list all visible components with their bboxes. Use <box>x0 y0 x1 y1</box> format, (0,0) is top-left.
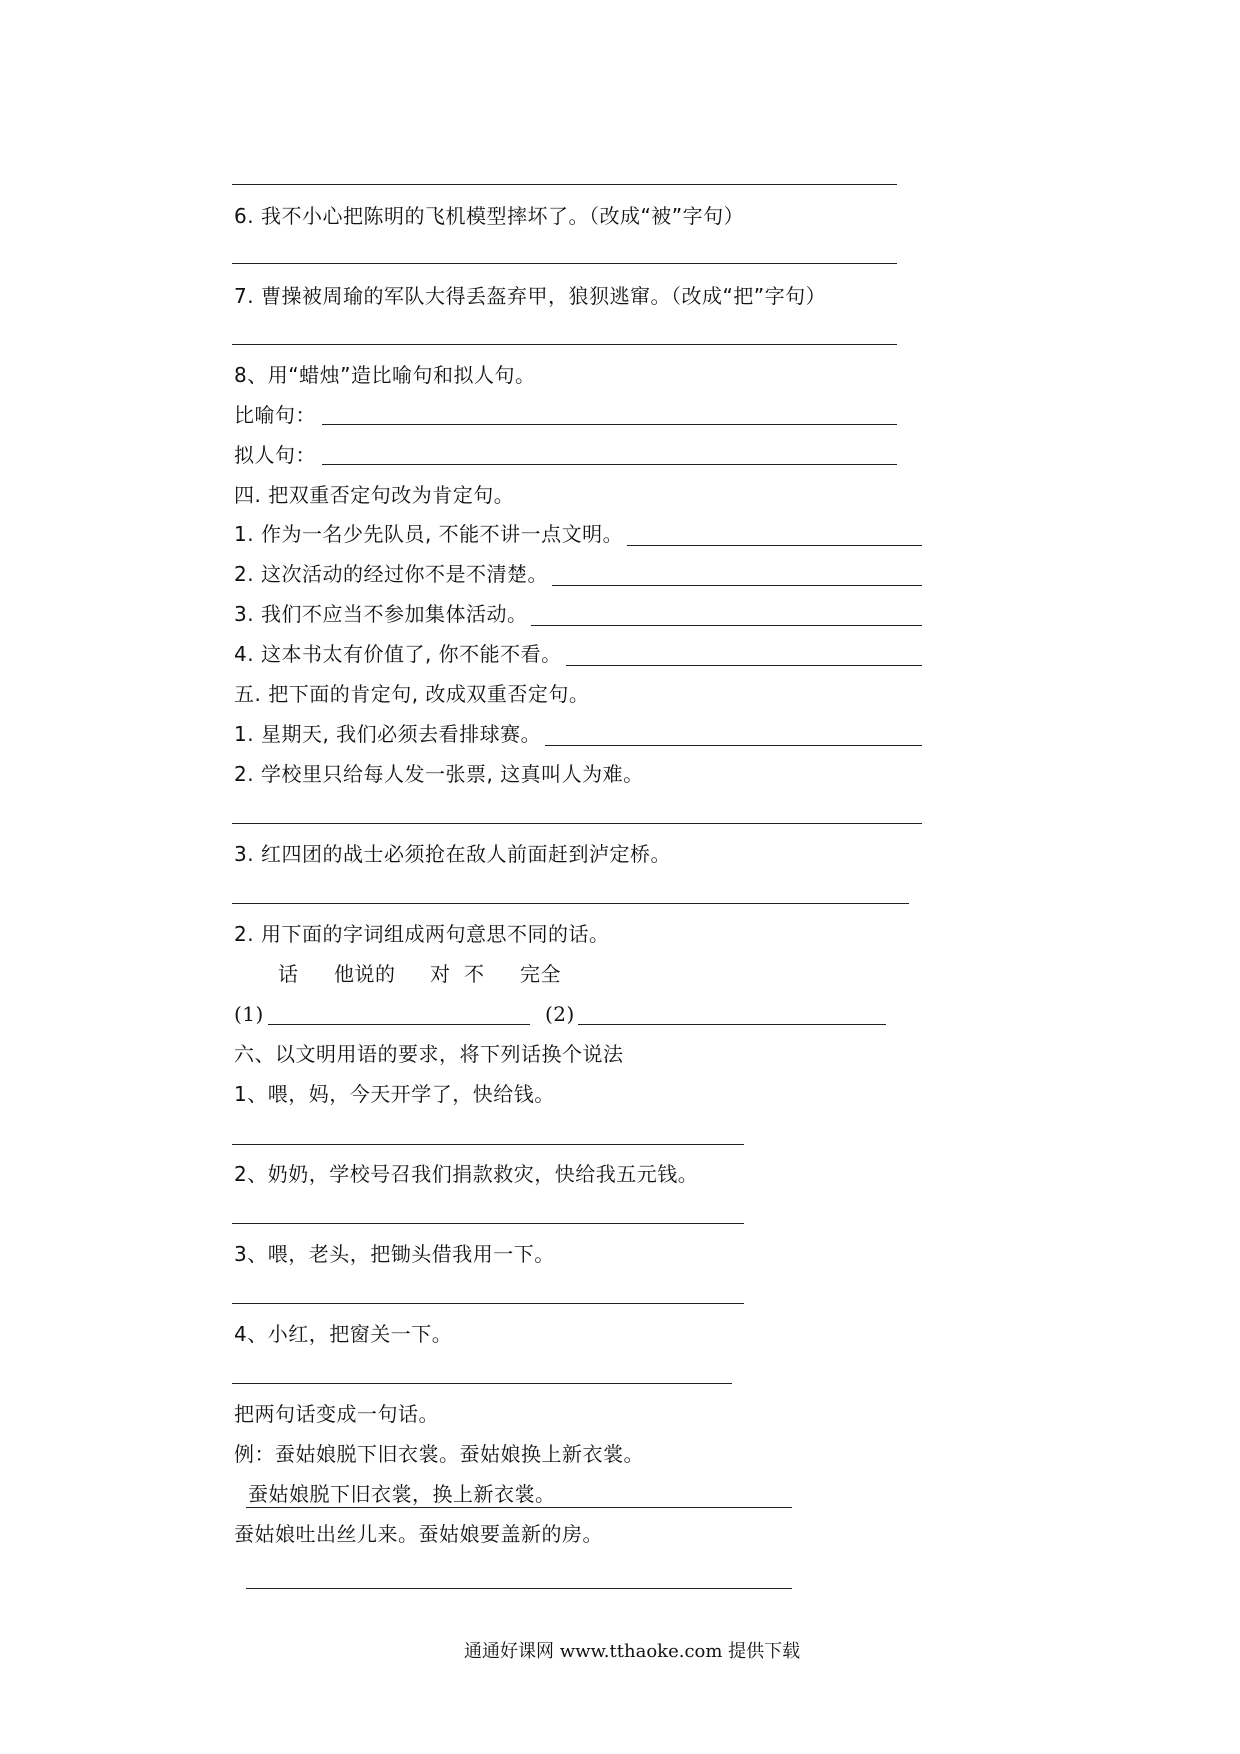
section5-title: 五. 把下面的肯定句, 改成双重否定句。 <box>234 682 590 706</box>
word: 对 <box>430 962 451 986</box>
answer-line <box>232 1303 744 1304</box>
section4-item-text: 1. 作为一名少先队员, 不能不讲一点文明。 <box>234 522 624 546</box>
combine-question: 蚕姑娘吐出丝儿来。蚕姑娘要盖新的房。 <box>234 1522 603 1546</box>
example-answer-line <box>246 1507 792 1508</box>
answer-line <box>232 1223 744 1224</box>
section4-item <box>234 522 922 546</box>
section4-title: 四. 把双重否定句改为肯定句。 <box>234 483 515 507</box>
blank-1-line <box>268 1024 530 1025</box>
answer-line <box>232 823 922 824</box>
answer-line-7 <box>232 344 897 345</box>
combine-title: 把两句话变成一句话。 <box>234 1402 439 1426</box>
word: 他说的 <box>334 962 396 986</box>
words-task-title: 2. 用下面的字词组成两句意思不同的话。 <box>234 922 610 946</box>
combine-example: 例：蚕姑娘脱下旧衣裳。蚕姑娘换上新衣裳。 <box>234 1442 644 1466</box>
question-8: 8、用“蜡烛”造比喻句和拟人句。 <box>234 363 536 387</box>
answer-line <box>246 1588 792 1589</box>
simile-label: 比喻句： <box>234 403 316 427</box>
section5-item: 3. 红四团的战士必须抢在敌人前面赶到泸定桥。 <box>234 842 671 866</box>
blank-2-label: (2) <box>545 1002 575 1026</box>
section4-item <box>234 602 922 626</box>
section5-item <box>234 722 922 746</box>
answer-line <box>232 903 909 904</box>
answer-line <box>232 1144 744 1145</box>
blank-2-line <box>578 1024 886 1025</box>
answer-line <box>232 184 897 185</box>
combine-example-answer: 蚕姑娘脱下旧衣裳，换上新衣裳。 <box>248 1482 556 1506</box>
section6-item: 2、奶奶，学校号召我们捐款救灾，快给我五元钱。 <box>234 1162 699 1186</box>
simile-answer-line <box>322 424 897 425</box>
personify-answer-line <box>322 464 897 465</box>
answer-line-6 <box>232 263 897 264</box>
answer-line <box>232 1383 732 1384</box>
section4-item <box>234 642 922 666</box>
word: 不 <box>464 962 485 986</box>
section4-item-text: 2. 这次活动的经过你不是不清楚。 <box>234 562 548 586</box>
question-7: 7. 曹操被周瑜的军队大得丢盔弃甲，狼狈逃窜。（改成“把”字句） <box>234 284 827 308</box>
footer-text: 通通好课网 www.tthaoke.com 提供下载 <box>464 1641 801 1662</box>
section5-item-text: 1. 星期天, 我们必须去看排球赛。 <box>234 722 542 746</box>
word: 完全 <box>520 962 561 986</box>
section4-item-text: 4. 这本书太有价值了, 你不能不看。 <box>234 642 562 666</box>
section4-item <box>234 562 922 586</box>
section6-item: 1、喂，妈，今天开学了，快给钱。 <box>234 1082 555 1106</box>
section5-item: 2. 学校里只给每人发一张票, 这真叫人为难。 <box>234 762 644 786</box>
personify-label: 拟人句： <box>234 443 316 467</box>
section6-item: 4、小红，把窗关一下。 <box>234 1322 453 1346</box>
word: 话 <box>278 962 299 986</box>
section6-title: 六、以文明用语的要求，将下列话换个说法 <box>234 1042 624 1066</box>
question-6: 6. 我不小心把陈明的飞机模型摔坏了。（改成“被”字句） <box>234 204 745 228</box>
section6-item: 3、喂，老头，把锄头借我用一下。 <box>234 1242 555 1266</box>
section4-item-text: 3. 我们不应当不参加集体活动。 <box>234 602 528 626</box>
blank-1-label: (1) <box>234 1002 264 1026</box>
